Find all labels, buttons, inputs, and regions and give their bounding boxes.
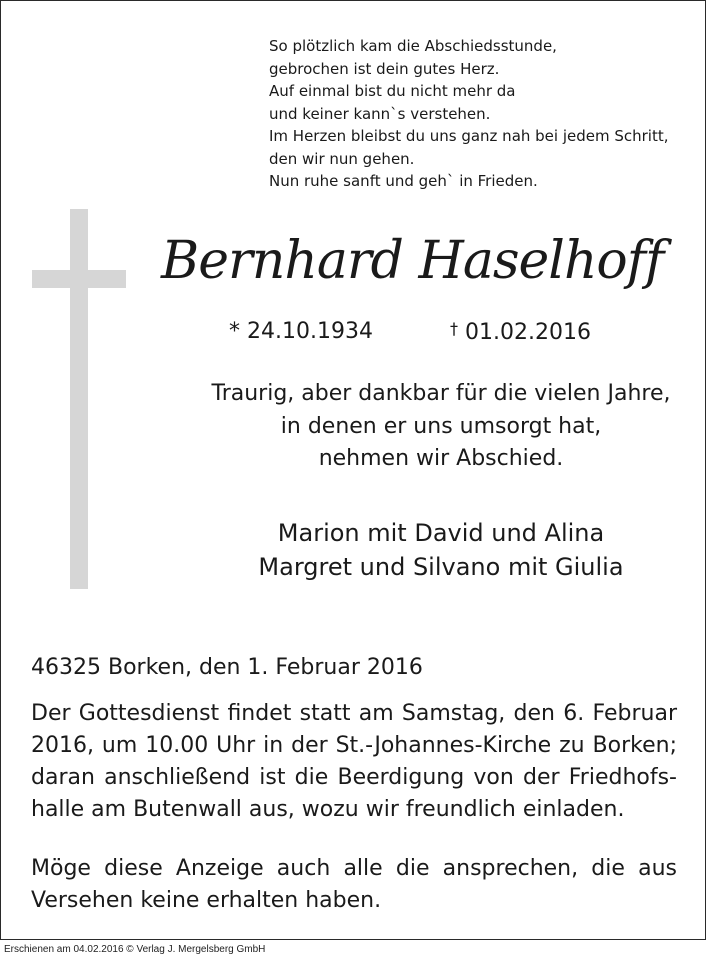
mourners (146, 516, 708, 584)
closing-line: Versehen keine erhalten haben. (31, 888, 382, 913)
poem-line: Auf einmal bist du nicht mehr da (269, 82, 516, 100)
poem-line: gebrochen ist dein gutes Herz. (269, 59, 500, 78)
closing-note (31, 853, 677, 917)
poem-line: und keiner kann`s verstehen. (269, 104, 491, 123)
dagger-icon: † (450, 319, 458, 338)
poem-line: Im Herzen bleibst du uns ganz nah bei jedem Schritt, (269, 127, 669, 145)
farewell-quote (146, 378, 708, 476)
place-date: 46325 Borken, den 1. Februar 2016 (31, 655, 423, 680)
service-line: Der Gottesdienst findet statt am Samstag, den 6. Februar (31, 701, 677, 726)
poem-line: den wir nun gehen. (269, 149, 415, 168)
birth-date: * 24.10.1934 (229, 319, 373, 344)
service-line: halle am Butenwall aus, wozu wir freundlich einladen. (31, 797, 625, 822)
closing-line: Möge diese Anzeige auch alle die ansprechen, die aus (31, 856, 677, 881)
cross-icon-horizontal (32, 270, 126, 288)
death-date (450, 319, 591, 345)
publication-footer: Erschienen am 04.02.2016 © Verlag J. Mergelsberg GmbH (4, 944, 266, 955)
mourner-line: Marion mit David und Alina (277, 519, 605, 547)
death-date-value: 01.02.2016 (465, 320, 591, 345)
poem-line: Nun ruhe sanft und geh` in Frieden. (269, 172, 538, 190)
service-line: daran anschließend ist die Beerdigung von der Friedhofs- (31, 765, 677, 790)
service-line: 2016, um 10.00 Uhr in der St.-Johannes-Kirche zu Borken; (31, 733, 677, 758)
service-announcement (31, 698, 677, 826)
poem (269, 35, 669, 193)
quote-line: Traurig, aber dankbar für die vielen Jahre, (211, 381, 671, 406)
quote-line: nehmen wir Abschied. (318, 446, 564, 471)
mourner-line: Margret und Silvano mit Giulia (258, 553, 624, 581)
deceased-name: Bernhard Haselhoff (161, 231, 664, 291)
poem-line: So plötzlich kam die Abschiedsstunde, (269, 37, 557, 55)
quote-line: in denen er uns umsorgt hat, (280, 413, 602, 439)
cross-icon-vertical (70, 209, 88, 589)
